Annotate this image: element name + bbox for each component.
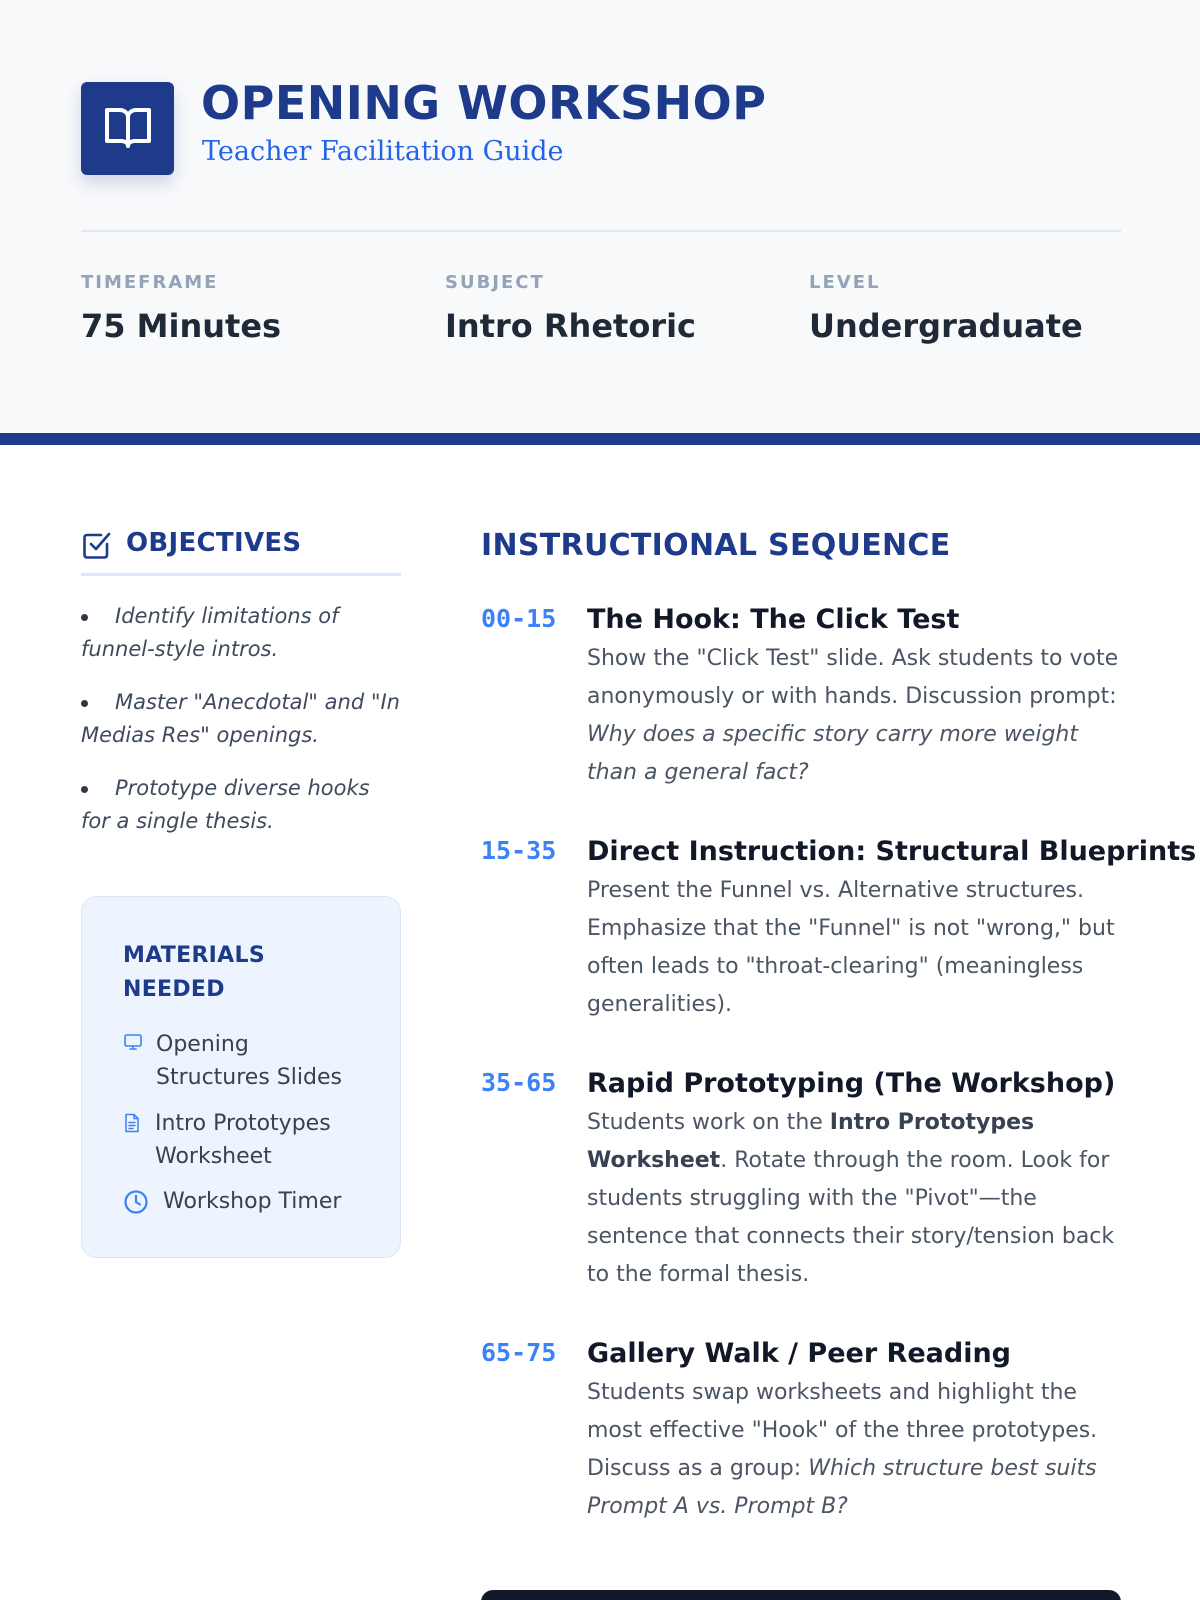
objectives-title: OBJECTIVES [126,528,302,558]
step-description: Students swap worksheets and highlight the most effective "Hook" of the three prototypes. Discuss as a group: [587,1380,1098,1481]
meta-level [809,272,1083,345]
discussion-prompt: Which structure best suits Prompt A vs. Prompt B? [587,1456,1097,1519]
page-title: OPENING WORKSHOP [201,76,767,130]
step-time: 35-65 [481,1068,557,1097]
header-divider [81,230,1121,232]
page-subtitle: Teacher Facilitation Guide [202,136,564,167]
worksheet-name: Intro Prototypes Worksheet [587,1110,1035,1173]
step-description: Students work on the [587,1110,823,1135]
document-icon [123,1113,141,1137]
step-body [587,834,1197,1024]
header-accent-bar [0,433,1200,445]
step-description: Present the Funnel vs. Alternative structures. Emphasize that the "Funnel" is not "wrong," but often leads to "throat-clearing" (meaningless generalities). [587,878,1115,1017]
objectives-header [81,526,401,576]
meta-value: 75 Minutes [81,307,282,345]
logo [81,82,174,175]
sequence-title: INSTRUCTIONAL SEQUENCE [481,528,951,563]
meta-value: Undergraduate [809,307,1083,345]
material-label: Intro Prototypes Worksheet [155,1111,331,1169]
objective-item: Prototype diverse hooks for a single thesis. [81,772,401,838]
monitor-icon [123,1032,143,1056]
materials-card [81,896,401,1258]
meta-label: LEVEL [809,272,881,293]
objective-item: Identify limitations of funnel-style intros. [81,600,401,666]
step-time: 00-15 [481,604,557,633]
step-body [587,602,1123,792]
step-body [587,1066,1123,1294]
materials-title: MATERIALS NEEDED [123,943,265,1002]
step-title: Direct Instruction: Structural Blueprints [587,836,1197,867]
step-description-continued: . Rotate through the room. Look for students struggling with the "Pivot"—the sentence that connects their story/tension back to the formal thesis. [587,1148,1115,1287]
objectives-list [81,600,401,858]
meta-value: Intro Rhetoric [445,307,697,345]
step-title: Rapid Prototyping (The Workshop) [587,1068,1116,1099]
clock-icon [123,1189,149,1219]
checkbox-icon [81,529,113,565]
material-label: Workshop Timer [163,1189,342,1214]
header [0,0,1200,433]
step-text [587,640,1123,792]
step-time: 15-35 [481,836,557,865]
open-book-icon [103,104,153,154]
objective-item: Master "Anecdotal" and "In Medias Res" openings. [81,686,401,752]
step-text [587,1104,1123,1294]
step-body [587,1336,1123,1526]
material-label: Opening Structures Slides [156,1032,342,1090]
meta-subject [445,272,696,345]
discussion-prompt: Why does a specific story carry more weight than a general fact? [587,722,1078,785]
step-time: 65-75 [481,1338,557,1367]
step-title: The Hook: The Click Test [587,604,960,635]
footer-bar [481,1590,1121,1600]
meta-label: TIMEFRAME [81,272,219,293]
meta-label: SUBJECT [445,272,545,293]
meta-timeframe [81,272,281,345]
step-title: Gallery Walk / Peer Reading [587,1338,1012,1369]
step-text [587,1374,1123,1526]
step-description: Show the "Click Test" slide. Ask students to vote anonymously or with hands. Discussion prompt: [587,646,1119,709]
